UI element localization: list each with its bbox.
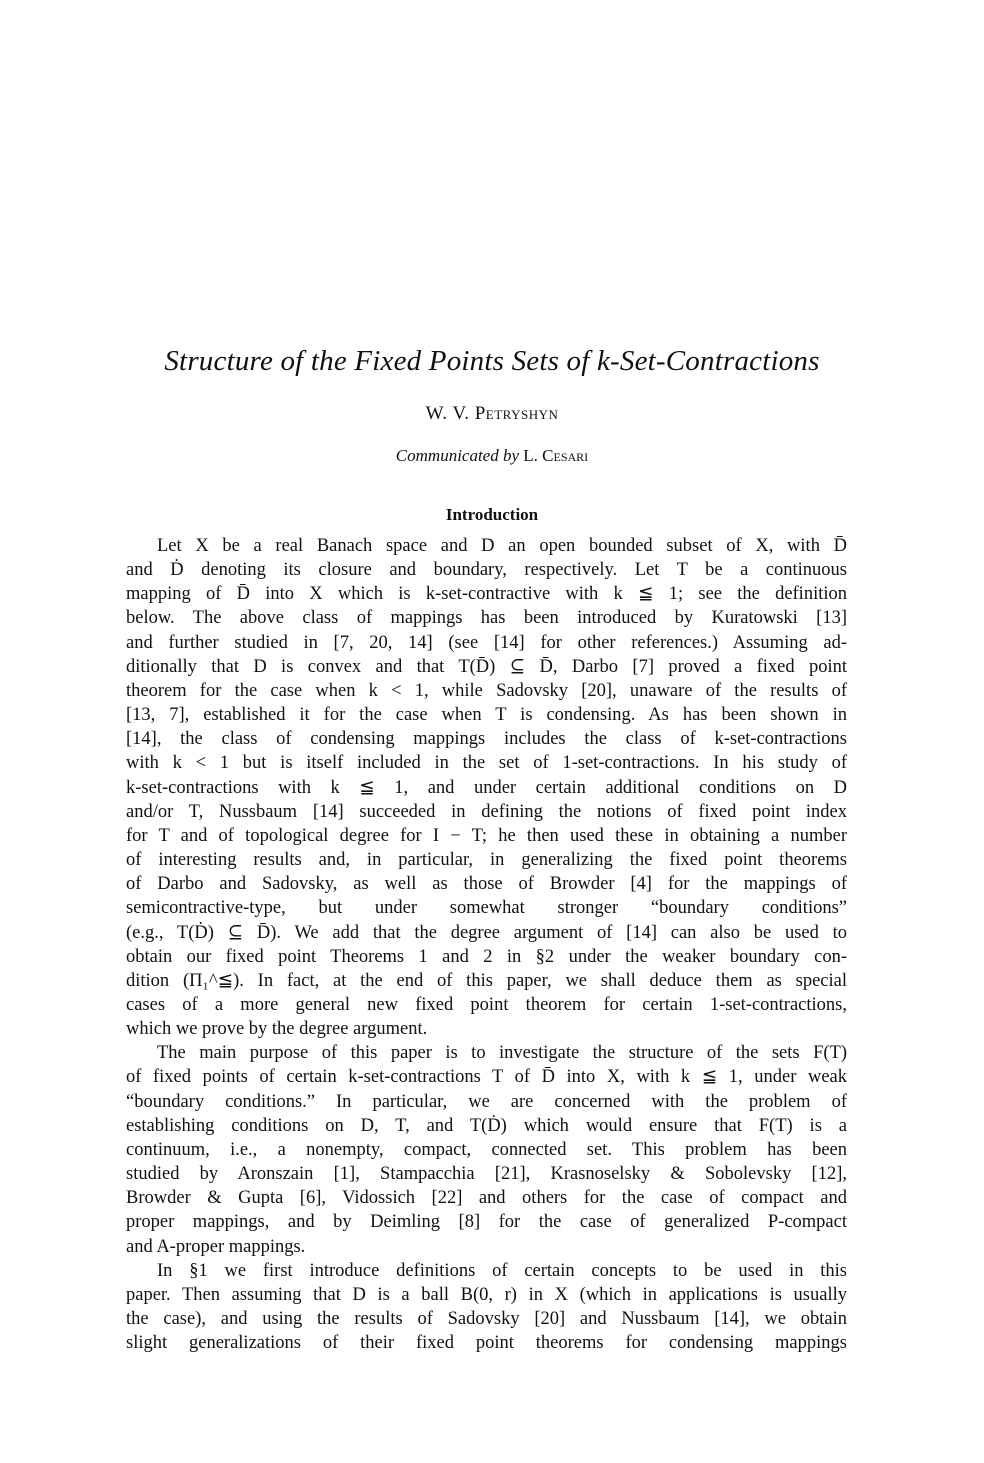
text-line: slight generalizations of their fixed point theorems for condensing mappings [126, 1333, 847, 1354]
paper-title: Structure of the Fixed Points Sets of k-Set-Contractions [164, 345, 820, 377]
text-line: which we prove by the degree argument. [126, 1019, 428, 1040]
text-line: theorem for the case when k < 1, while Sadovsky [20], unaware of the results of [126, 680, 847, 701]
communicated-prefix: Communicated by [395, 446, 520, 465]
text-line: and further studied in [7, 20, 14] (see [14] for other references.) Assuming ad- [126, 632, 847, 653]
text-line: below. The above class of mappings has been introduced by Kuratowski [13] [126, 608, 847, 629]
body-text [126, 534, 847, 1355]
text-line: mapping of D̄ into X which is k-set-contractive with k ≦ 1; see the definition [126, 584, 847, 605]
text-line: proper mappings, and by Deimling [8] for the case of generalized P-compact [126, 1212, 847, 1233]
text-line: of Darbo and Sadovsky, as well as those of Browder [4] for the mappings of [126, 874, 847, 895]
text-line: semicontractive-type, but under somewhat stronger “boundary conditions” [126, 898, 847, 919]
text-line: of interesting results and, in particular, in generalizing the fixed point theorems [126, 850, 847, 871]
text-line: cases of a more general new fixed point theorem for certain 1-set-contractions, [126, 994, 847, 1015]
text-line: The main purpose of this paper is to investigate the structure of the sets F(T) [157, 1043, 847, 1064]
text-line: [14], the class of condensing mappings includes the class of k-set-contractions [126, 729, 847, 750]
communicated-by [0, 446, 984, 466]
text-line: dition (Π₁^≦). In fact, at the end of this paper, we shall deduce them as special [126, 970, 847, 991]
author: W. V. Petryshyn [425, 403, 559, 424]
text-line: ditionally that D is convex and that T(D̄) ⊆ D̄, Darbo [7] proved a fixed point [126, 656, 847, 677]
text-line: and/or T, Nussbaum [14] succeeded in defining the notions of fixed point index [126, 801, 847, 822]
text-line: obtain our fixed point Theorems 1 and 2 in §2 under the weaker boundary con- [126, 946, 847, 967]
text-line: studied by Aronszain [1], Stampacchia [21], Krasnoselsky & Sobolevsky [12], [126, 1164, 847, 1185]
text-line: establishing conditions on D, T, and T(Ḋ) which would ensure that F(T) is a [126, 1115, 847, 1136]
text-line: paper. Then assuming that D is a ball B(0, r) in X (which in applications is usually [126, 1284, 847, 1305]
text-line: and A-proper mappings. [126, 1236, 306, 1257]
text-line: with k < 1 but is itself included in the set of 1-set-contractions. In his study of [126, 753, 847, 774]
communicated-name: L. Cesari [523, 446, 589, 465]
text-line: of fixed points of certain k-set-contractions T of D̄ into X, with k ≦ 1, under weak [126, 1067, 847, 1088]
text-line: In §1 we first introduce definitions of certain concepts to be used in this [157, 1260, 847, 1281]
text-line: and Ḋ denoting its closure and boundary, respectively. Let T be a continuous [126, 560, 847, 581]
text-line: for T and of topological degree for I − T; he then used these in obtaining a number [126, 825, 847, 846]
text-line: [13, 7], established it for the case when T is condensing. As has been shown in [126, 705, 847, 726]
text-line: “boundary conditions.” In particular, we are concerned with the problem of [126, 1091, 847, 1112]
text-line: Let X be a real Banach space and D an open bounded subset of X, with D̄ [157, 536, 847, 556]
text-line: the case), and using the results of Sadovsky [20] and Nussbaum [14], we obtain [126, 1309, 847, 1329]
text-line: (e.g., T(Ḋ) ⊆ D̄). We add that the degree argument of [14] can also be used to [126, 922, 847, 943]
text-line: k-set-contractions with k ≦ 1, and under certain additional conditions on D [126, 777, 847, 798]
text-line: continuum, i.e., a nonempty, compact, connected set. This problem has been [126, 1139, 847, 1160]
section-heading: Introduction [445, 505, 539, 524]
text-line: Browder & Gupta [6], Vidossich [22] and others for the case of compact and [126, 1188, 847, 1209]
